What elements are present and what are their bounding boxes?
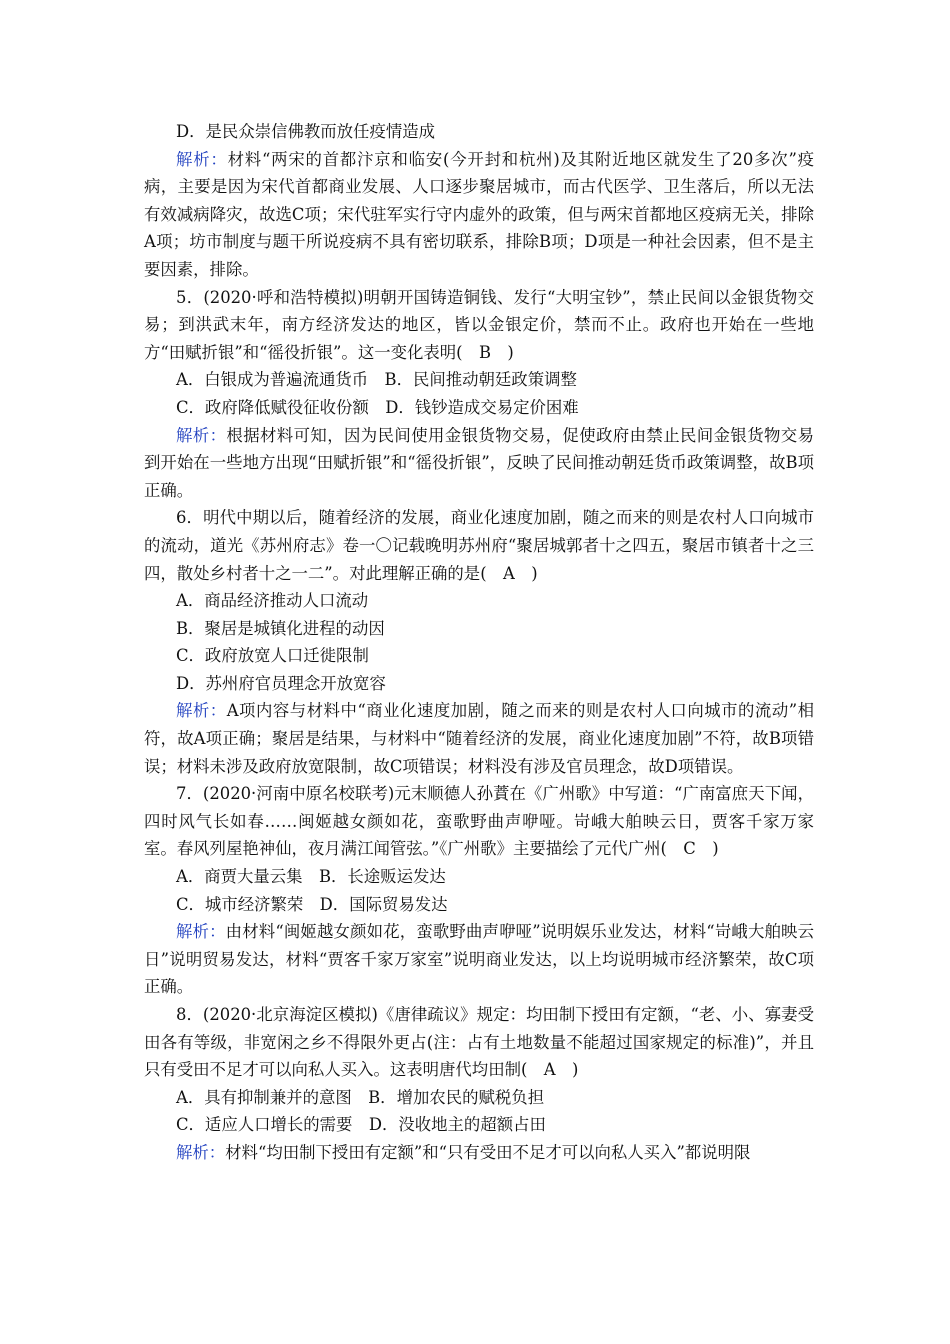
document-page bbox=[144, 118, 814, 1167]
option-line: C．适应人口增长的需要 D．没收地主的超额占田 bbox=[176, 1115, 546, 1135]
question-5: 5．(2020·呼和浩特模拟)明朝开国铸造铜钱、发行“大明宝钞”，禁止民间以金银货物交易；到洪武末年，南方经济发达的地区，皆以金银定价，禁而不止。政府也开始在一些地方“田赋折银”和“徭役折银”。这一变化表明( B ) bbox=[144, 287, 814, 362]
question-6: 6．明代中期以后，随着经济的发展，商业化速度加剧，随之而来的则是农村人口向城市的流动，道光《苏州府志》卷一〇记载晚明苏州府“聚居城郭者十之四五，聚居市镇者十之三四，散处乡村者十之一二”。对此理解正确的是( A ) bbox=[144, 508, 814, 583]
question-7: 7．(2020·河南中原名校联考)元末顺德人孙蕡在《广州歌》中写道：“广南富庶天下闻，四时风气长如春……闽姬越女颜如花，蛮歌野曲声咿哑。岢峨大舶映云日，贾客千家万家室。春风列屋艳神仙，夜月满江闻管弦。”《广州歌》主要描绘了元代广州( C ) bbox=[144, 784, 814, 859]
explanation-text: 由材料“闽姬越女颜如花，蛮歌野曲声咿哑”说明娱乐业发达，材料“岢峨大舶映云日”说明贸易发达，材料“贾客千家万家室”说明商业发达，以上均说明城市经济繁荣，故C项正确。 bbox=[144, 922, 815, 997]
option-line: C．政府降低赋役征收份额 D．钱钞造成交易定价困难 bbox=[176, 397, 579, 417]
explanation-label: 解析： bbox=[176, 701, 227, 721]
option-line: A．商贾大量云集 B．长途贩运发达 bbox=[176, 867, 446, 887]
explanation-text: 材料“两宋的首都汴京和临安(今开封和杭州)及其附近地区就发生了20多次”疫病，主要是因为宋代首都商业发展、人口逐步聚居城市，而古代医学、卫生落后，所以无法有效减病降灾，故选C项；宋代驻军实行守内虚外的政策，但与两宋首都地区疫病无关，排除A项；坊市制度与题干所说疫病不具有密切联系，排除B项；D项是一种社会因素，但不是主要因素，排除。 bbox=[144, 149, 815, 279]
explanation-paragraph bbox=[144, 697, 814, 780]
question-8: 8．(2020·北京海淀区模拟)《唐律疏议》规定：均田制下授田有定额，“老、小、寡妻受田各有等级，非宽闲之乡不得限外更占(注：占有土地数量不能超过国家规定的标准)”，并且只有受田不足才可以向私人买入。这表明唐代均田制( A ) bbox=[144, 1005, 814, 1080]
option-line: A．白银成为普遍流通货币 B．民间推动朝廷政策调整 bbox=[176, 370, 577, 390]
explanation-text: 材料“均田制下授田有定额”和“只有受田不足才可以向私人买入”都说明限 bbox=[225, 1142, 751, 1162]
option-line: A．商品经济推动人口流动 bbox=[176, 591, 369, 611]
explanation-paragraph bbox=[144, 1139, 814, 1167]
explanation-text: 根据材料可知，因为民间使用金银货物交易，促使政府由禁止民间金银货物交易到开始在一些地方出现“田赋折银”和“徭役折银”，反映了民间推动朝廷货币政策调整，故B项正确。 bbox=[144, 425, 815, 500]
explanation-label: 解析： bbox=[176, 149, 228, 169]
explanation-paragraph bbox=[144, 918, 814, 1001]
option-line: D．苏州府官员理念开放宽容 bbox=[176, 673, 386, 693]
option-line: D．是民众崇信佛教而放任疫情造成 bbox=[176, 122, 435, 141]
explanation-text: A项内容与材料中“商业化速度加剧，随之而来的则是农村人口向城市的流动”相符，故A项正确；聚居是结果，与材料中“随着经济的发展，商业化速度加剧”不符，故B项错误；材料未涉及政府放宽限制，故C项错误；材料没有涉及官员理念，故D项错误。 bbox=[144, 701, 815, 776]
option-line: B．聚居是城镇化进程的动因 bbox=[176, 618, 385, 638]
option-line: C．城市经济繁荣 D．国际贸易发达 bbox=[176, 894, 448, 914]
explanation-paragraph bbox=[144, 146, 814, 284]
explanation-paragraph bbox=[144, 422, 814, 505]
explanation-label: 解析： bbox=[176, 1142, 226, 1162]
explanation-label: 解析： bbox=[176, 425, 227, 445]
option-line: C．政府放宽人口迁徙限制 bbox=[176, 646, 369, 666]
explanation-label: 解析： bbox=[176, 922, 226, 942]
option-line: A．具有抑制兼并的意图 B．增加农民的赋税负担 bbox=[176, 1087, 545, 1107]
